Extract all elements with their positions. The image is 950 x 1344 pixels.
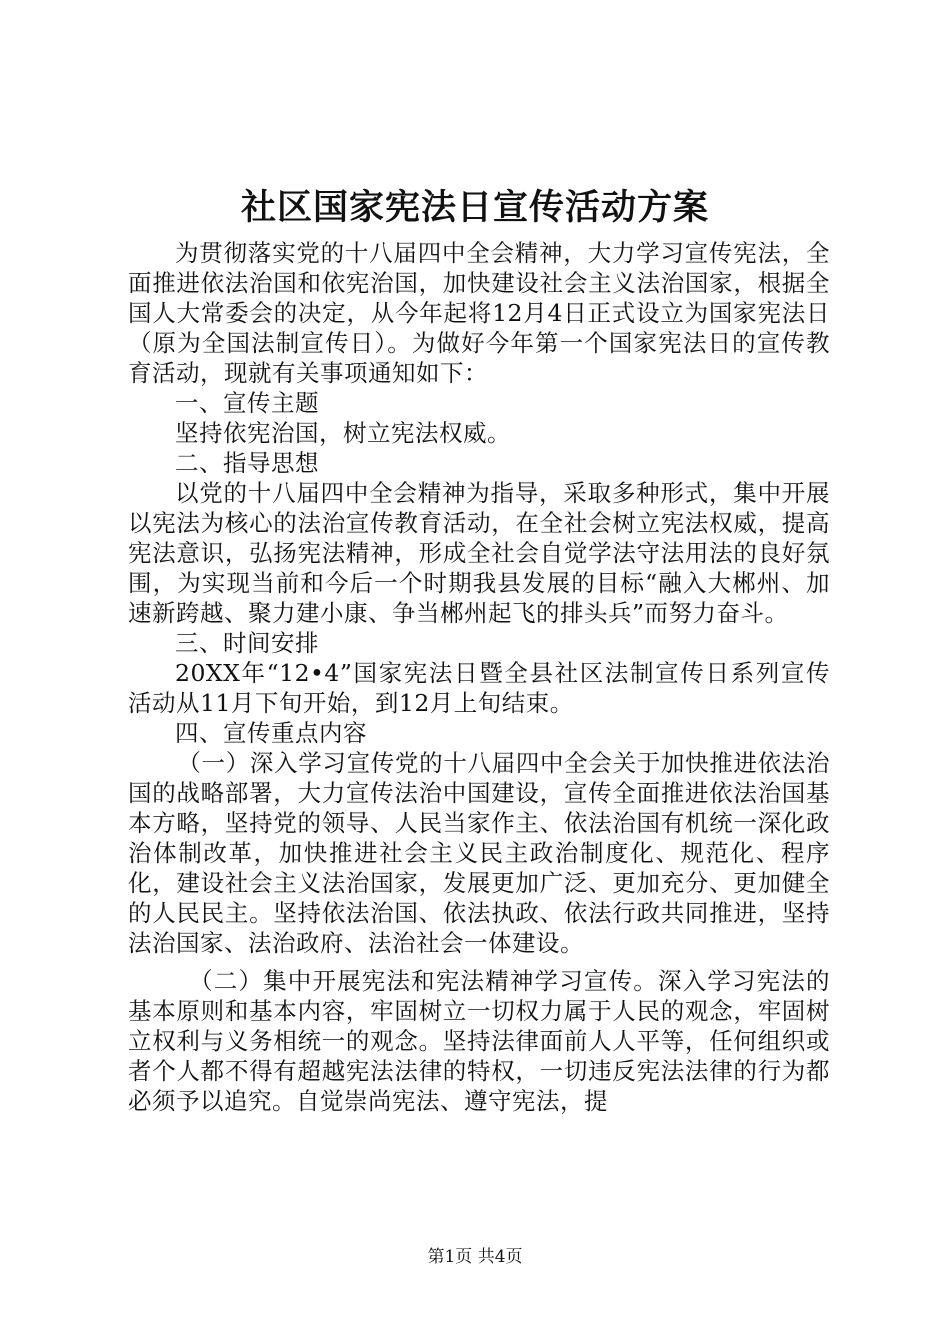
- key-content-item-1: （一）深入学习宣传党的十八届四中全会关于加快推进依法治国的战略部署，大力宣传法治中国建设，宣传全面推进依法治国基本方略，坚持党的领导、人民当家作主、依法治国有机统一深化政治体制改革，加快推进社会主义民主政治制度化、规范化、程序化，建设社会主义法治国家，发展更加广泛、更加充分、更加健全的人民民主。坚持依法治国、依法执政、依法行政共同推进，坚持法治国家、法治政府、法治社会一体建设。: [128, 749, 830, 957]
- section-heading-guiding-thought: 二、指导思想: [175, 449, 319, 477]
- theme-paragraph: 坚持依宪治国，树立宪法权威。: [175, 419, 511, 447]
- section-heading-key-content: 四、宣传重点内容: [175, 719, 367, 747]
- section-heading-theme: 一、宣传主题: [175, 389, 319, 417]
- document-body: [128, 238, 830, 1116]
- document-title: 社区国家宪法日宣传活动方案: [240, 187, 709, 228]
- intro-paragraph: 为贯彻落实党的十八届四中全会精神，大力学习宣传宪法，全面推进依法治国和依宪治国，加快建设社会主义法治国家，根据全国人大常委会的决定，从今年起将12月4日正式设立为国家宪法日（原为全国法制宣传日）。为做好今年第一个国家宪法日的宣传教育活动，现就有关事项通知如下：: [128, 239, 830, 387]
- guiding-thought-paragraph: 以党的十八届四中全会精神为指导，采取多种形式，集中开展以宪法为核心的法治宣传教育活动，在全社会树立宪法权威，提高宪法意识，弘扬宪法精神，形成全社会自觉学法守法用法的良好氛围，为实现当前和今后一个时期我县发展的目标“融入大郴州、加速新跨越、聚力建小康、争当郴州起飞的排头兵”而努力奋斗。: [128, 479, 830, 627]
- key-content-item-2: （二）集中开展宪法和宪法精神学习宣传。深入学习宪法的基本原则和基本内容，牢固树立一切权力属于人民的观念，牢固树立权利与义务相统一的观念。坚持法律面前人人平等，任何组织或者个人都不得有超越宪法法律的特权，一切违反宪法法律的行为都必须予以追究。自觉崇尚宪法、遵守宪法，提: [128, 967, 830, 1115]
- schedule-paragraph: 20XX年“12•4”国家宪法日暨全县社区法制宣传日系列宣传活动从11月下旬开始，到12月上旬结束。: [128, 659, 830, 717]
- section-heading-schedule: 三、时间安排: [175, 629, 319, 657]
- page-footer: 第1页 共4页: [427, 1247, 523, 1267]
